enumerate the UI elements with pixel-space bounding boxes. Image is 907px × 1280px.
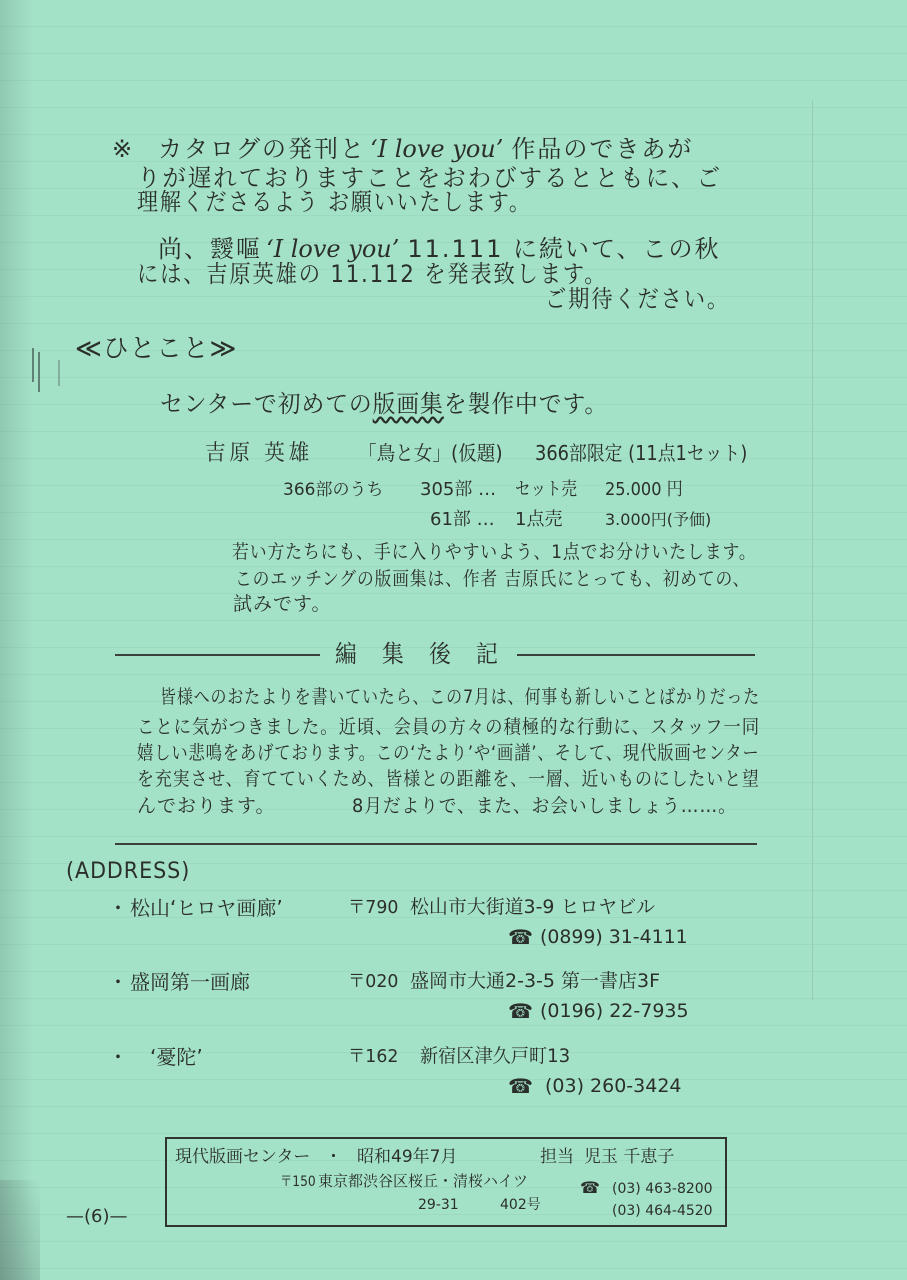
section-rule-bottom bbox=[115, 843, 757, 845]
phone-icon: ☎ bbox=[508, 925, 533, 949]
margin-line bbox=[812, 100, 813, 1000]
page-corner-shadow bbox=[0, 1180, 40, 1280]
postal-code: 〒020 bbox=[348, 971, 399, 992]
hitokoto-intro bbox=[160, 390, 609, 418]
list-bullet: ・ bbox=[108, 970, 128, 994]
notice-line-1-text-a: カタログの発刊と bbox=[158, 135, 366, 163]
margin-mark bbox=[32, 348, 34, 382]
editor-note-line: を充実させ、育てていくため、皆様との距離を、一層、近いものにしたいと望 bbox=[137, 768, 760, 790]
gallery-name: 盛岡第一画廊 bbox=[130, 970, 250, 994]
publisher-separator: ・ bbox=[325, 1147, 342, 1167]
postal-code: 〒790 bbox=[348, 897, 399, 918]
i-love-you-title: ‘I love you’ bbox=[370, 135, 504, 163]
publisher-address: 東京都渋谷区桜丘・清桜ハイツ bbox=[318, 1172, 529, 1190]
notice-line-6: ご期待ください。 bbox=[545, 285, 730, 313]
list-bullet: ・ bbox=[108, 1045, 128, 1069]
hitokoto-note-line: 試みです。 bbox=[233, 593, 332, 615]
editor-note-line: んでおります。 bbox=[137, 795, 276, 817]
notice-line-4-text-a: 尚、靉嘔 bbox=[158, 235, 262, 263]
page-number: —(6)— bbox=[66, 1206, 128, 1227]
editor-note-closing: 8月だよりで、また、お会いしましょう……。 bbox=[352, 795, 737, 817]
notice-line-3: 理解くださるよう お願いいたします。 bbox=[137, 188, 532, 216]
sale-type: 1点売 bbox=[515, 509, 563, 530]
hitokoto-intro-text-a: センターで初めての bbox=[160, 390, 373, 418]
sale-count: 305部 … bbox=[420, 479, 497, 500]
publisher-phone: (03) 463-8200 bbox=[612, 1181, 713, 1197]
page-edge-shadow bbox=[0, 0, 34, 1280]
gallery-address: 新宿区津久戸町13 bbox=[420, 1045, 571, 1067]
contact-label: 担当 bbox=[540, 1147, 574, 1167]
sale-count: 61部 … bbox=[430, 509, 495, 530]
gallery-phone: (0196) 22-7935 bbox=[540, 1000, 689, 1022]
contact-name: 児玉 千恵子 bbox=[584, 1147, 675, 1167]
notice-mark: ※ bbox=[112, 135, 133, 163]
issue-date: 昭和49年7月 bbox=[357, 1147, 458, 1167]
phone-icon: ☎ bbox=[508, 999, 533, 1023]
editor-note-title: 編 集 後 記 bbox=[335, 640, 507, 668]
hitokoto-heading: ≪ひとこと≫ bbox=[75, 334, 238, 364]
publisher-zip: 〒150 bbox=[280, 1174, 316, 1190]
publisher-room: 402号 bbox=[500, 1197, 541, 1213]
gallery-address: 盛岡市大通2-3-5 第一書店3F bbox=[410, 970, 661, 992]
edition-info: 366部限定 (11点1セット) bbox=[535, 441, 748, 465]
editor-note-line: 嬉しい悲鳴をあげております。この‘たより’や‘画譜’、そして、現代版画センター bbox=[137, 742, 760, 764]
sale-price: 25.000 円 bbox=[605, 479, 683, 500]
margin-mark bbox=[58, 360, 60, 386]
publisher-name: 現代版画センター bbox=[175, 1147, 311, 1167]
publisher-phone: (03) 464-4520 bbox=[612, 1203, 713, 1219]
sale-type: セット売 bbox=[515, 479, 577, 500]
section-rule-left bbox=[115, 654, 320, 656]
editor-note-line: 皆様へのおたよりを書いていたら、この7月は、何事も新しいことばかりだった bbox=[160, 686, 761, 708]
gallery-name: 松山‘ヒロヤ画廊’ bbox=[130, 896, 283, 920]
notice-line-4 bbox=[158, 237, 720, 261]
breakdown-label: 366部のうち bbox=[283, 480, 384, 500]
phone-icon: ☎ bbox=[580, 1178, 600, 1197]
editor-note-line: ことに気がつきました。近頃、会員の方々の積極的な行動に、スタッフ一同 bbox=[137, 716, 761, 738]
hitokoto-intro-text-b: を製作中です。 bbox=[443, 390, 609, 418]
gallery-name: ‘憂陀’ bbox=[150, 1045, 203, 1069]
notice-line-1-text-b: 作品のできあが bbox=[511, 135, 694, 163]
hitokoto-intro-emphasis: 版画集 bbox=[372, 390, 444, 418]
notice-line-2: りが遅れておりますことをおわびするとともに、ご bbox=[137, 164, 723, 192]
address-heading: (ADDRESS) bbox=[66, 859, 191, 884]
i-love-you-title: ‘I love you’ bbox=[266, 235, 400, 263]
notice-line-5: には、吉原英雄の 11.112 を発表致します。 bbox=[137, 260, 608, 288]
section-rule-right bbox=[517, 654, 755, 656]
margin-mark bbox=[38, 352, 40, 392]
notice-line-1 bbox=[158, 137, 735, 161]
publisher-address-number: 29-31 bbox=[418, 1197, 459, 1213]
artist-name: 吉原 英雄 bbox=[205, 441, 313, 466]
gallery-phone: (0899) 31-4111 bbox=[540, 926, 688, 948]
hitokoto-note-line: このエッチングの版画集は、作者 吉原氏にとっても、初めての、 bbox=[235, 568, 751, 590]
gallery-address: 松山市大街道3-9 ヒロヤビル bbox=[410, 896, 656, 918]
postal-code: 〒162 bbox=[348, 1046, 399, 1067]
notice-line-4-text-b: 11.111 に続いて、この秋 bbox=[407, 235, 721, 263]
hitokoto-note-line: 若い方たちにも、手に入りやすいよう、1点でお分けいたします。 bbox=[232, 541, 757, 563]
gallery-phone: (03) 260-3424 bbox=[545, 1075, 682, 1097]
sale-price: 3.000円(予価) bbox=[605, 510, 712, 529]
list-bullet: ・ bbox=[108, 896, 128, 920]
work-title: 「鳥と女」(仮題) bbox=[358, 441, 503, 465]
phone-icon: ☎ bbox=[508, 1074, 533, 1098]
